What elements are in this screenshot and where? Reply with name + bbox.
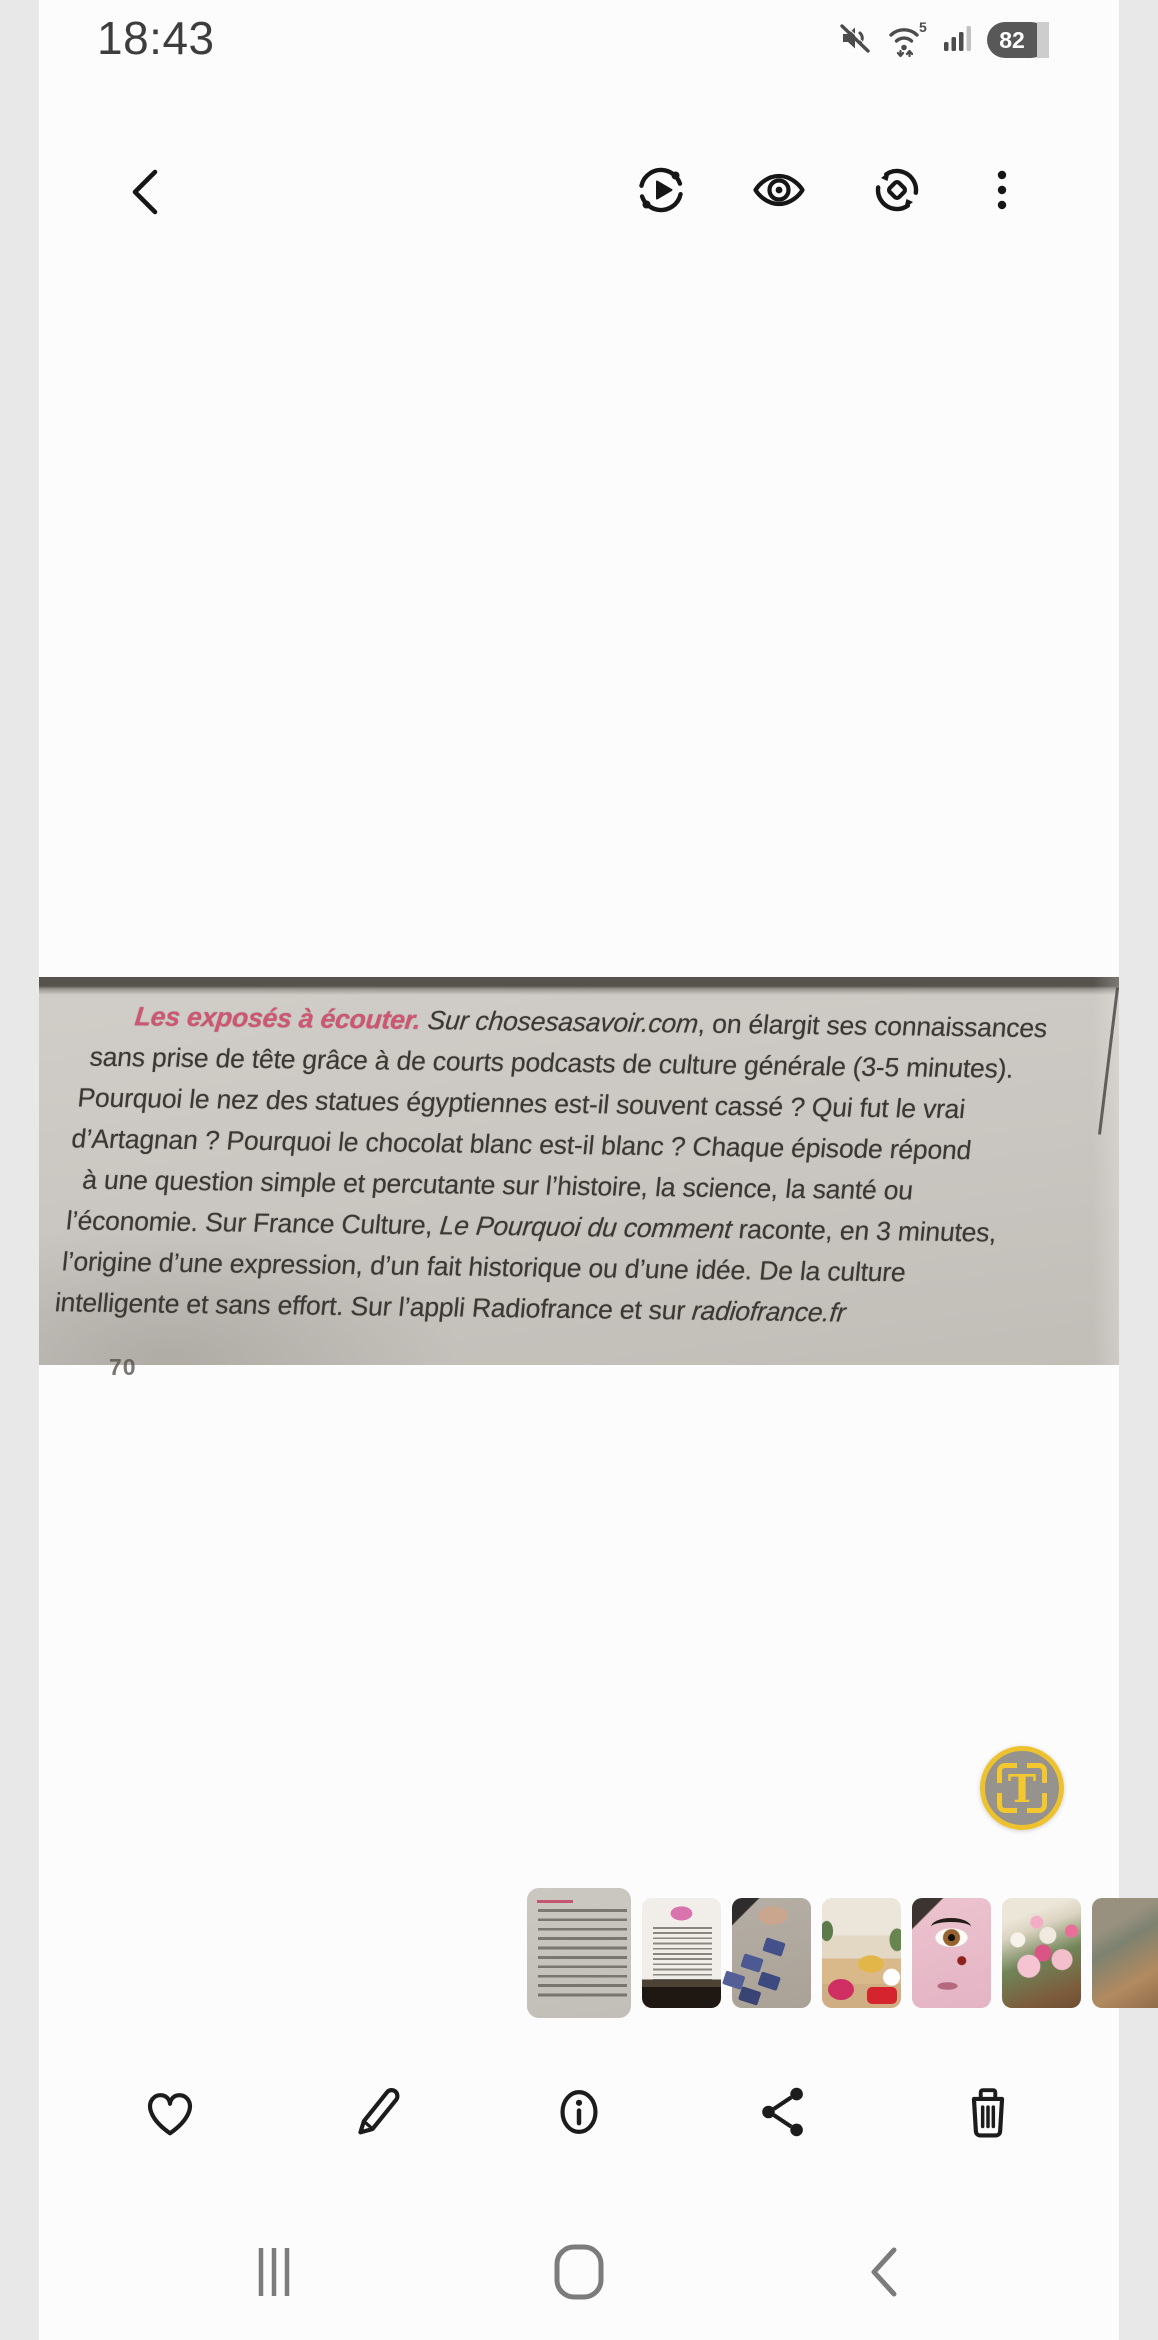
extract-text-button[interactable] — [980, 1746, 1064, 1830]
home-icon — [549, 2290, 609, 2305]
status-bar — [39, 0, 1119, 80]
battery-empty-segment — [1037, 22, 1049, 58]
thumbnail-book-page[interactable] — [642, 1898, 721, 2008]
nav-home-button[interactable] — [549, 2242, 609, 2302]
thumbnail-current-text-photo[interactable] — [527, 1888, 631, 2018]
thumbnail-partial-photo[interactable] — [1092, 1898, 1158, 2008]
back-chevron-icon — [119, 208, 175, 223]
more-options-button[interactable] — [974, 162, 1030, 218]
share-icon — [753, 2131, 815, 2146]
photo-text-line: à une question simple et percutante sur l’histoire, la science, la santé ou — [80, 1164, 915, 1206]
thumbnail-eye-book-cover[interactable] — [912, 1898, 991, 2008]
motion-photo-icon — [633, 206, 689, 221]
wifi-5-icon — [885, 18, 931, 63]
photo-text-line: l’origine d’une expression, d’un fait historique ou d’une idée. De la culture — [60, 1246, 908, 1288]
details-button[interactable] — [548, 2081, 610, 2143]
mute-icon — [838, 21, 872, 60]
thumbnail-flower-bouquet[interactable] — [1002, 1898, 1081, 2008]
heart-icon — [139, 2131, 201, 2146]
bottom-toolbar — [39, 2081, 1119, 2143]
delete-button[interactable] — [957, 2081, 1019, 2143]
battery-icon — [987, 22, 1049, 58]
nav-back-chevron-icon — [854, 2290, 914, 2305]
rotate-remaster-button[interactable] — [869, 162, 925, 218]
nav-recents-button[interactable] — [244, 2242, 304, 2302]
photo-viewer-image[interactable] — [39, 977, 1119, 1380]
battery-percent: 82 — [999, 26, 1025, 53]
edit-button[interactable] — [344, 2081, 406, 2143]
pencil-icon — [344, 2131, 406, 2146]
photo-text-line: Les exposés à écouter. Sur chosesasavoir.com, on élargit ses connaissances — [133, 1001, 1049, 1044]
favorite-button[interactable] — [139, 2081, 201, 2143]
magazine-page-number: 70 — [109, 1354, 137, 1380]
recents-icon — [244, 2290, 304, 2305]
gallery-photo-viewer-screen — [39, 0, 1119, 2340]
photo-text-line: sans prise de tête grâce à de courts podcasts de culture générale (3-5 minutes). — [88, 1041, 1016, 1084]
back-button[interactable] — [119, 164, 175, 220]
magazine-paragraph — [6, 995, 1119, 1337]
thumbnail-strip[interactable] — [527, 1888, 1119, 2018]
photo-text-line: l’économie. Sur France Culture, Le Pourquoi du comment raconte, en 3 minutes, — [64, 1205, 999, 1248]
photo-top-shadow — [39, 977, 1119, 995]
share-button[interactable] — [753, 2081, 815, 2143]
signal-icon — [944, 22, 974, 59]
thumbnail-living-room[interactable] — [822, 1898, 901, 2008]
extract-text-T-glyph: T — [1007, 1765, 1037, 1811]
eye-icon — [751, 206, 807, 221]
trash-icon — [957, 2131, 1019, 2146]
info-icon — [548, 2131, 610, 2146]
status-icons — [838, 0, 1049, 80]
motion-photo-button[interactable] — [633, 162, 689, 218]
svg-text:5: 5 — [919, 18, 927, 35]
photo-text-line: Pourquoi le nez des statues égyptiennes est-il souvent cassé ? Qui fut le vrai — [76, 1082, 967, 1125]
nav-back-button[interactable] — [854, 2242, 914, 2302]
photo-text-line: d’Artagnan ? Pourquoi le chocolat blanc est-il blanc ? Chaque épisode répond — [70, 1123, 973, 1166]
kebab-menu-icon — [974, 206, 1030, 221]
thumbnail-cards-game[interactable] — [732, 1898, 811, 2008]
clock: 18:43 — [97, 12, 215, 64]
view-eye-button[interactable] — [751, 162, 807, 218]
photo-text-line: intelligente et sans effort. Sur l’appli Radiofrance et sur radiofrance.fr — [53, 1287, 848, 1328]
rotate-diamond-icon — [869, 206, 925, 221]
